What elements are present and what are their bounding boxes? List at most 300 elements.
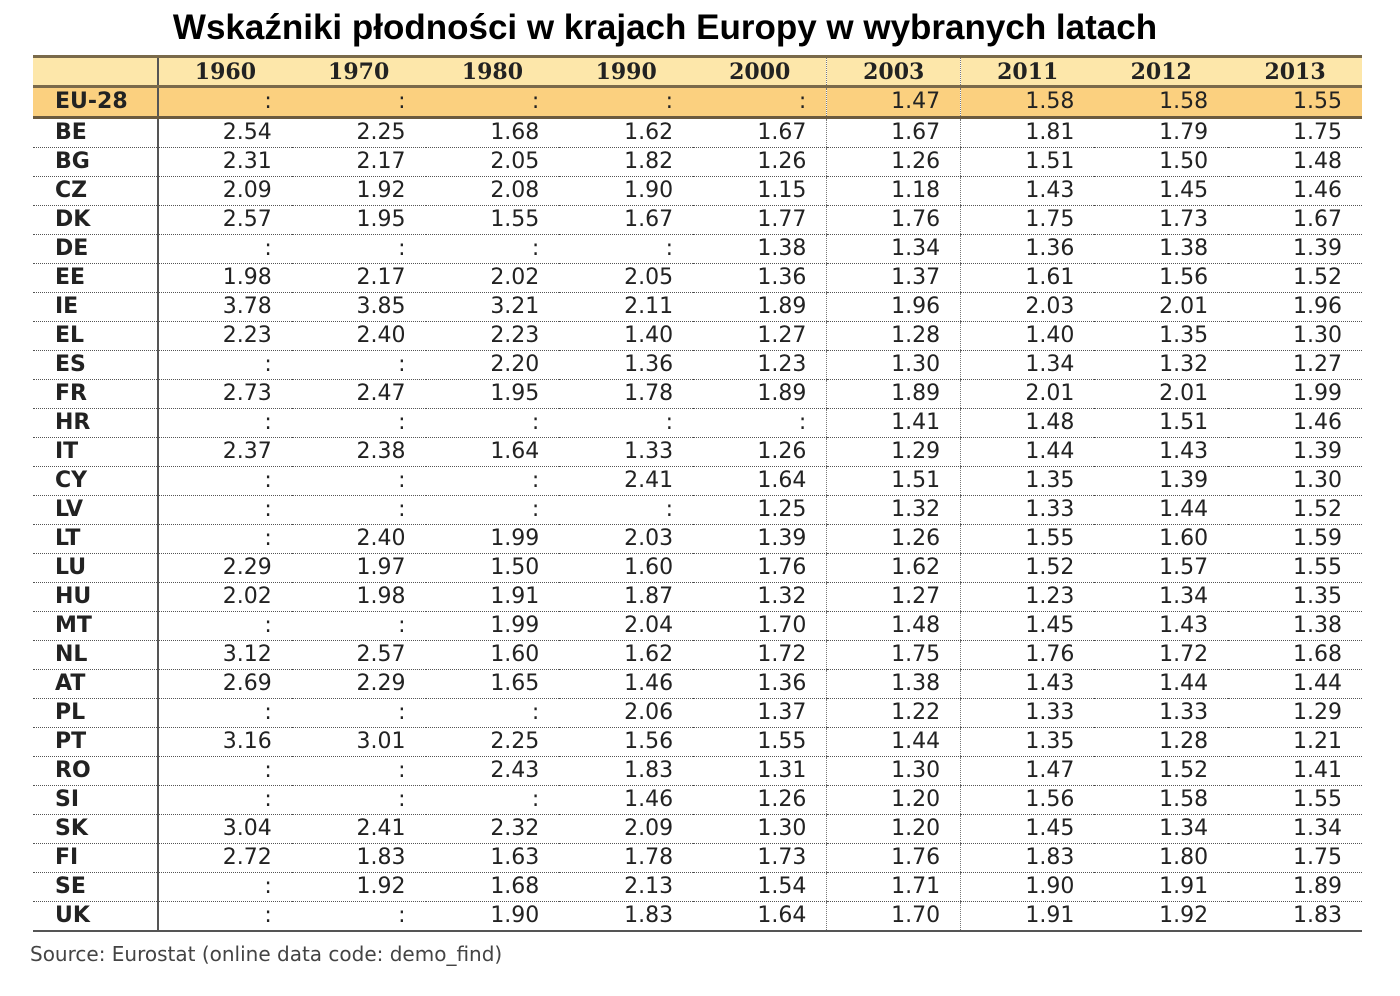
fertility-value: 1.39 <box>1228 438 1362 467</box>
fertility-value: 1.89 <box>827 380 961 409</box>
fertility-value: 1.87 <box>559 583 693 612</box>
fertility-value: 1.72 <box>693 641 827 670</box>
fertility-value: 1.98 <box>292 583 426 612</box>
table-row <box>33 786 1362 815</box>
fertility-value: : <box>158 902 292 932</box>
fertility-value: : <box>292 612 426 641</box>
fertility-value: 1.33 <box>961 699 1095 728</box>
table-row <box>33 235 1362 264</box>
country-code: DK <box>33 206 158 235</box>
fertility-value: 1.23 <box>693 351 827 380</box>
fertility-value: 1.95 <box>292 206 426 235</box>
fertility-value: 1.79 <box>1094 118 1228 148</box>
fertility-value: 2.03 <box>961 293 1095 322</box>
fertility-value: 1.99 <box>426 525 560 554</box>
country-code: EL <box>33 322 158 351</box>
fertility-value: 1.34 <box>1094 815 1228 844</box>
fertility-value: 1.44 <box>827 728 961 757</box>
fertility-value: 1.32 <box>827 496 961 525</box>
fertility-value: 1.52 <box>1228 496 1362 525</box>
fertility-value: 1.58 <box>1094 87 1228 118</box>
fertility-value: : <box>292 757 426 786</box>
fertility-value: 1.33 <box>559 438 693 467</box>
fertility-value: : <box>158 873 292 902</box>
fertility-value: : <box>158 757 292 786</box>
fertility-value: 1.26 <box>693 148 827 177</box>
fertility-value: 1.26 <box>827 148 961 177</box>
fertility-value: 2.01 <box>1094 380 1228 409</box>
table-row <box>33 554 1362 583</box>
fertility-value: 1.67 <box>693 118 827 148</box>
fertility-value: 2.05 <box>426 148 560 177</box>
fertility-value: 1.55 <box>961 525 1095 554</box>
fertility-value: 2.17 <box>292 264 426 293</box>
fertility-value: 1.39 <box>1094 467 1228 496</box>
table-row <box>33 612 1362 641</box>
fertility-value: 2.20 <box>426 351 560 380</box>
fertility-value: 1.51 <box>961 148 1095 177</box>
fertility-value: : <box>426 409 560 438</box>
fertility-value: 1.39 <box>693 525 827 554</box>
fertility-value: 1.83 <box>559 757 693 786</box>
fertility-value: : <box>158 496 292 525</box>
fertility-value: 1.60 <box>426 641 560 670</box>
fertility-value: 1.55 <box>1228 554 1362 583</box>
fertility-value: 2.38 <box>292 438 426 467</box>
header-row <box>33 57 1362 87</box>
fertility-value: 1.76 <box>693 554 827 583</box>
country-code: MT <box>33 612 158 641</box>
fertility-value: : <box>426 235 560 264</box>
table-row <box>33 177 1362 206</box>
fertility-value: 1.57 <box>1094 554 1228 583</box>
fertility-value: 1.76 <box>827 206 961 235</box>
fertility-value: : <box>292 467 426 496</box>
fertility-value: 1.32 <box>693 583 827 612</box>
fertility-value: 1.35 <box>1094 322 1228 351</box>
table-row <box>33 467 1362 496</box>
fertility-value: 1.89 <box>693 293 827 322</box>
fertility-value: : <box>158 351 292 380</box>
fertility-value: 1.39 <box>1228 235 1362 264</box>
fertility-value: 2.29 <box>292 670 426 699</box>
fertility-value: 1.80 <box>1094 844 1228 873</box>
table-row <box>33 148 1362 177</box>
country-code: LU <box>33 554 158 583</box>
fertility-value: 1.26 <box>827 525 961 554</box>
fertility-value: 2.69 <box>158 670 292 699</box>
fertility-value: : <box>559 409 693 438</box>
fertility-value: 2.06 <box>559 699 693 728</box>
fertility-value: : <box>292 786 426 815</box>
fertility-value: 1.38 <box>1228 612 1362 641</box>
fertility-value: : <box>426 496 560 525</box>
country-code: LV <box>33 496 158 525</box>
fertility-value: 1.62 <box>559 641 693 670</box>
fertility-value: 1.36 <box>961 235 1095 264</box>
fertility-value: 1.46 <box>1228 409 1362 438</box>
fertility-value: : <box>158 409 292 438</box>
column-header: 2012 <box>1094 57 1228 87</box>
fertility-value: 1.75 <box>1228 844 1362 873</box>
table-row <box>33 699 1362 728</box>
table-row <box>33 293 1362 322</box>
fertility-value: 1.92 <box>1094 902 1228 932</box>
fertility-value: 2.72 <box>158 844 292 873</box>
fertility-value: : <box>158 525 292 554</box>
table-row <box>33 525 1362 554</box>
fertility-value: 2.41 <box>292 815 426 844</box>
fertility-value: 1.73 <box>693 844 827 873</box>
country-code: EE <box>33 264 158 293</box>
fertility-value: 2.05 <box>559 264 693 293</box>
fertility-value: : <box>292 699 426 728</box>
country-code: NL <box>33 641 158 670</box>
fertility-value: 1.92 <box>292 873 426 902</box>
fertility-value: 1.56 <box>559 728 693 757</box>
fertility-value: 1.43 <box>961 670 1095 699</box>
fertility-value: 1.89 <box>693 380 827 409</box>
fertility-value: 1.68 <box>426 118 560 148</box>
fertility-value: 1.44 <box>1228 670 1362 699</box>
fertility-value: 1.35 <box>961 728 1095 757</box>
fertility-value: 2.32 <box>426 815 560 844</box>
header-corner <box>33 57 158 87</box>
fertility-value: 1.27 <box>1228 351 1362 380</box>
fertility-value: 1.91 <box>1094 873 1228 902</box>
fertility-value: 1.58 <box>961 87 1095 118</box>
fertility-value: : <box>693 87 827 118</box>
fertility-value: 1.90 <box>559 177 693 206</box>
fertility-value: 2.47 <box>292 380 426 409</box>
table-row <box>33 87 1362 118</box>
fertility-value: 1.41 <box>1228 757 1362 786</box>
fertility-value: 1.45 <box>961 815 1095 844</box>
column-header: 1970 <box>292 57 426 87</box>
fertility-value: 1.58 <box>1094 786 1228 815</box>
fertility-value: : <box>426 786 560 815</box>
fertility-value: 1.21 <box>1228 728 1362 757</box>
fertility-value: 1.60 <box>1094 525 1228 554</box>
fertility-value: : <box>426 699 560 728</box>
fertility-value: 1.96 <box>1228 293 1362 322</box>
fertility-value: 1.44 <box>1094 496 1228 525</box>
fertility-value: : <box>426 467 560 496</box>
table-row <box>33 757 1362 786</box>
fertility-value: : <box>292 496 426 525</box>
fertility-value: 1.62 <box>827 554 961 583</box>
fertility-value: 1.67 <box>1228 206 1362 235</box>
fertility-value: 1.61 <box>961 264 1095 293</box>
fertility-value: 1.37 <box>693 699 827 728</box>
fertility-value: 1.30 <box>827 351 961 380</box>
column-header: 1980 <box>426 57 560 87</box>
fertility-value: 1.76 <box>827 844 961 873</box>
fertility-value: 1.45 <box>961 612 1095 641</box>
source-note: Source: Eurostat (online data code: demo_find) <box>30 942 503 966</box>
fertility-value: 2.17 <box>292 148 426 177</box>
fertility-value: : <box>693 409 827 438</box>
fertility-value: 1.96 <box>827 293 961 322</box>
fertility-value: 1.27 <box>693 322 827 351</box>
fertility-value: 1.37 <box>827 264 961 293</box>
fertility-value: 1.67 <box>827 118 961 148</box>
fertility-value: 2.25 <box>426 728 560 757</box>
fertility-value: 1.95 <box>426 380 560 409</box>
fertility-value: 1.40 <box>961 322 1095 351</box>
fertility-value: 1.30 <box>1228 322 1362 351</box>
fertility-value: 1.47 <box>827 87 961 118</box>
fertility-value: 1.72 <box>1094 641 1228 670</box>
fertility-value: 1.63 <box>426 844 560 873</box>
fertility-value: : <box>426 87 560 118</box>
fertility-value: 1.92 <box>292 177 426 206</box>
country-code: EU-28 <box>33 87 158 118</box>
fertility-value: 1.43 <box>1094 612 1228 641</box>
country-code: BE <box>33 118 158 148</box>
fertility-value: 1.99 <box>426 612 560 641</box>
fertility-value: 2.23 <box>426 322 560 351</box>
fertility-value: 1.55 <box>693 728 827 757</box>
table-row <box>33 583 1362 612</box>
fertility-value: 1.55 <box>426 206 560 235</box>
column-header: 2013 <box>1228 57 1362 87</box>
fertility-value: : <box>559 87 693 118</box>
country-code: SI <box>33 786 158 815</box>
fertility-value: 1.52 <box>1094 757 1228 786</box>
table-row <box>33 380 1362 409</box>
column-header: 1990 <box>559 57 693 87</box>
fertility-value: 1.27 <box>827 583 961 612</box>
fertility-value: 1.46 <box>1228 177 1362 206</box>
fertility-value: 1.26 <box>693 786 827 815</box>
fertility-value: 1.35 <box>1228 583 1362 612</box>
country-code: BG <box>33 148 158 177</box>
table-row <box>33 264 1362 293</box>
fertility-value: 1.34 <box>827 235 961 264</box>
fertility-value: 1.23 <box>961 583 1095 612</box>
fertility-value: 1.91 <box>961 902 1095 932</box>
column-header: 2011 <box>961 57 1095 87</box>
table-row <box>33 873 1362 902</box>
fertility-value: 2.03 <box>559 525 693 554</box>
fertility-value: 1.50 <box>426 554 560 583</box>
fertility-value: 2.11 <box>559 293 693 322</box>
table-row <box>33 815 1362 844</box>
fertility-value: 1.82 <box>559 148 693 177</box>
fertility-value: 3.85 <box>292 293 426 322</box>
fertility-value: 1.40 <box>559 322 693 351</box>
country-code: HR <box>33 409 158 438</box>
fertility-value: 1.81 <box>961 118 1095 148</box>
fertility-value: 2.01 <box>1094 293 1228 322</box>
table-row <box>33 206 1362 235</box>
fertility-value: 1.48 <box>1228 148 1362 177</box>
fertility-value: 3.78 <box>158 293 292 322</box>
fertility-value: 1.38 <box>1094 235 1228 264</box>
fertility-value: 1.55 <box>1228 786 1362 815</box>
fertility-value: 1.89 <box>1228 873 1362 902</box>
fertility-value: 1.51 <box>827 467 961 496</box>
fertility-value: 2.31 <box>158 148 292 177</box>
fertility-value: 1.71 <box>827 873 961 902</box>
country-code: PL <box>33 699 158 728</box>
fertility-value: 1.70 <box>827 902 961 932</box>
fertility-value: 1.36 <box>693 670 827 699</box>
fertility-value: 1.78 <box>559 844 693 873</box>
column-header: 2003 <box>827 57 961 87</box>
fertility-value: 1.30 <box>1228 467 1362 496</box>
column-header: 2000 <box>693 57 827 87</box>
column-header: 1960 <box>158 57 292 87</box>
table-row <box>33 641 1362 670</box>
fertility-value: 1.41 <box>827 409 961 438</box>
fertility-value: : <box>292 409 426 438</box>
fertility-value: 1.15 <box>693 177 827 206</box>
fertility-value: 1.98 <box>158 264 292 293</box>
fertility-value: 1.44 <box>961 438 1095 467</box>
country-code: IT <box>33 438 158 467</box>
country-code: ES <box>33 351 158 380</box>
country-code: AT <box>33 670 158 699</box>
table-row <box>33 118 1362 148</box>
table-row <box>33 351 1362 380</box>
fertility-value: 1.18 <box>827 177 961 206</box>
fertility-value: 1.75 <box>1228 118 1362 148</box>
fertility-value: 1.83 <box>961 844 1095 873</box>
fertility-value: 1.48 <box>961 409 1095 438</box>
fertility-value: 1.55 <box>1228 87 1362 118</box>
table-row <box>33 902 1362 932</box>
country-code: CZ <box>33 177 158 206</box>
fertility-value: 1.90 <box>961 873 1095 902</box>
fertility-value: 1.75 <box>827 641 961 670</box>
fertility-value: 1.22 <box>827 699 961 728</box>
fertility-value: 1.70 <box>693 612 827 641</box>
country-code: HU <box>33 583 158 612</box>
fertility-value: 1.83 <box>559 902 693 932</box>
fertility-value: 2.54 <box>158 118 292 148</box>
fertility-value: 1.50 <box>1094 148 1228 177</box>
fertility-value: 2.57 <box>292 641 426 670</box>
fertility-value: 1.97 <box>292 554 426 583</box>
fertility-value: 1.67 <box>559 206 693 235</box>
fertility-value: 1.44 <box>1094 670 1228 699</box>
fertility-value: 1.65 <box>426 670 560 699</box>
fertility-value: 1.32 <box>1094 351 1228 380</box>
fertility-value: 1.64 <box>693 902 827 932</box>
fertility-value: 1.38 <box>693 235 827 264</box>
fertility-value: 1.78 <box>559 380 693 409</box>
country-code: FI <box>33 844 158 873</box>
fertility-value: 1.52 <box>961 554 1095 583</box>
fertility-value: 1.36 <box>559 351 693 380</box>
fertility-value: 1.73 <box>1094 206 1228 235</box>
fertility-value: 1.64 <box>693 467 827 496</box>
fertility-value: 1.91 <box>426 583 560 612</box>
fertility-value: : <box>158 699 292 728</box>
fertility-value: : <box>158 467 292 496</box>
fertility-value: 1.83 <box>1228 902 1362 932</box>
fertility-value: 2.13 <box>559 873 693 902</box>
fertility-value: 1.34 <box>1228 815 1362 844</box>
fertility-value: 1.30 <box>693 815 827 844</box>
fertility-value: 1.31 <box>693 757 827 786</box>
page-title: Wskaźniki płodności w krajach Europy w wybranych latach <box>172 8 1158 47</box>
fertility-value: 1.68 <box>426 873 560 902</box>
country-code: PT <box>33 728 158 757</box>
fertility-value: 2.25 <box>292 118 426 148</box>
fertility-value: 3.16 <box>158 728 292 757</box>
country-code: RO <box>33 757 158 786</box>
fertility-value: 3.01 <box>292 728 426 757</box>
fertility-value: : <box>292 87 426 118</box>
fertility-value: : <box>292 902 426 932</box>
fertility-value: 3.12 <box>158 641 292 670</box>
fertility-value: : <box>158 612 292 641</box>
country-code: SE <box>33 873 158 902</box>
fertility-value: 1.99 <box>1228 380 1362 409</box>
fertility-value: 2.09 <box>158 177 292 206</box>
fertility-value: 1.76 <box>961 641 1095 670</box>
fertility-value: 2.43 <box>426 757 560 786</box>
fertility-value: 2.02 <box>158 583 292 612</box>
fertility-value: 2.73 <box>158 380 292 409</box>
table-row <box>33 844 1362 873</box>
fertility-value: 1.83 <box>292 844 426 873</box>
fertility-value: 2.40 <box>292 322 426 351</box>
country-code: UK <box>33 902 158 932</box>
fertility-value: 1.20 <box>827 786 961 815</box>
fertility-value: 2.29 <box>158 554 292 583</box>
fertility-value: 1.29 <box>1228 699 1362 728</box>
fertility-value: 2.09 <box>559 815 693 844</box>
fertility-value: 1.59 <box>1228 525 1362 554</box>
fertility-value: 2.02 <box>426 264 560 293</box>
fertility-value: : <box>559 496 693 525</box>
fertility-value: 2.23 <box>158 322 292 351</box>
fertility-value: 1.46 <box>559 670 693 699</box>
fertility-value: 1.60 <box>559 554 693 583</box>
fertility-value: 1.34 <box>961 351 1095 380</box>
fertility-value: 1.68 <box>1228 641 1362 670</box>
fertility-value: 1.90 <box>426 902 560 932</box>
fertility-value: : <box>158 87 292 118</box>
country-code: FR <box>33 380 158 409</box>
fertility-value: : <box>292 351 426 380</box>
fertility-value: : <box>158 235 292 264</box>
fertility-value: 3.04 <box>158 815 292 844</box>
fertility-value: 1.28 <box>1094 728 1228 757</box>
fertility-value: 1.34 <box>1094 583 1228 612</box>
fertility-value: : <box>559 235 693 264</box>
fertility-value: 1.64 <box>426 438 560 467</box>
country-code: SK <box>33 815 158 844</box>
fertility-value: 1.77 <box>693 206 827 235</box>
fertility-value: 1.35 <box>961 467 1095 496</box>
fertility-value: 1.56 <box>961 786 1095 815</box>
fertility-value: 2.37 <box>158 438 292 467</box>
fertility-value: 2.04 <box>559 612 693 641</box>
table-row <box>33 438 1362 467</box>
fertility-value: 1.48 <box>827 612 961 641</box>
fertility-value: 1.45 <box>1094 177 1228 206</box>
fertility-value: 1.56 <box>1094 264 1228 293</box>
fertility-value: 1.54 <box>693 873 827 902</box>
fertility-value: 1.36 <box>693 264 827 293</box>
fertility-value: : <box>292 235 426 264</box>
fertility-value: 1.47 <box>961 757 1095 786</box>
